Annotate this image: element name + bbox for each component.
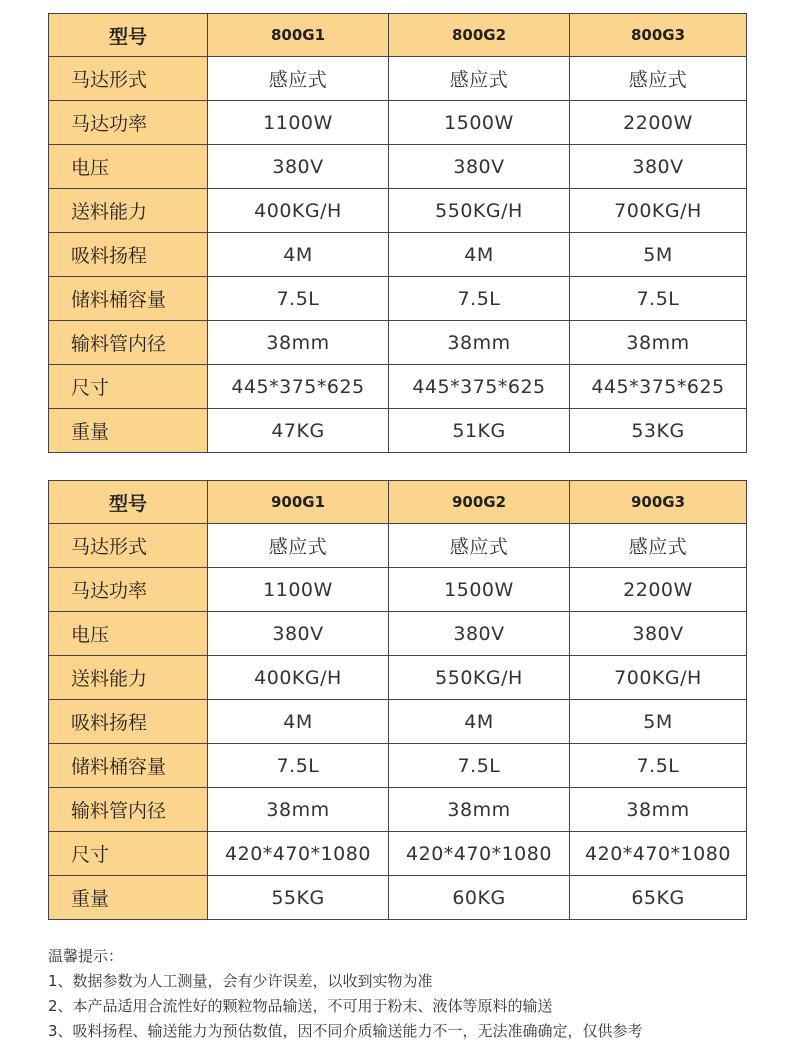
header-row	[49, 14, 747, 57]
model-header: 900G2	[389, 481, 570, 524]
cell-value: 380V	[570, 612, 747, 656]
cell-value: 7.5L	[208, 744, 389, 788]
row-label: 输料管内径	[49, 321, 208, 365]
cell-value: 感应式	[389, 57, 570, 101]
table-row	[49, 409, 747, 453]
model-header: 800G3	[570, 14, 747, 57]
cell-value: 7.5L	[208, 277, 389, 321]
cell-value: 445*375*625	[389, 365, 570, 409]
cell-value: 1100W	[208, 101, 389, 145]
cell-value: 38mm	[570, 321, 747, 365]
table-row	[49, 101, 747, 145]
cell-value: 38mm	[570, 788, 747, 832]
cell-value: 7.5L	[389, 277, 570, 321]
cell-value: 380V	[208, 612, 389, 656]
cell-value: 400KG/H	[208, 189, 389, 233]
table-row	[49, 744, 747, 788]
cell-value: 420*470*1080	[208, 832, 389, 876]
row-label: 重量	[49, 409, 208, 453]
cell-value: 感应式	[208, 57, 389, 101]
model-label-header: 型号	[49, 481, 208, 524]
cell-value: 445*375*625	[208, 365, 389, 409]
spec-table-800	[48, 13, 747, 453]
model-label-header: 型号	[49, 14, 208, 57]
model-header: 800G1	[208, 14, 389, 57]
cell-value: 5M	[570, 233, 747, 277]
cell-value: 7.5L	[570, 744, 747, 788]
cell-value: 47KG	[208, 409, 389, 453]
spec-table-body	[49, 481, 747, 920]
row-label: 马达形式	[49, 524, 208, 568]
row-label: 储料桶容量	[49, 277, 208, 321]
row-label: 吸料扬程	[49, 233, 208, 277]
cell-value: 380V	[570, 145, 747, 189]
table-row	[49, 145, 747, 189]
cell-value: 2200W	[570, 568, 747, 612]
row-label: 电压	[49, 145, 208, 189]
tip-item-2: 2、本产品适用合流性好的颗粒物品输送，不可用于粉末、液体等原料的输送	[48, 997, 553, 1015]
model-header: 900G3	[570, 481, 747, 524]
cell-value: 4M	[208, 700, 389, 744]
row-label: 尺寸	[49, 832, 208, 876]
table-row	[49, 277, 747, 321]
table-row	[49, 57, 747, 101]
cell-value: 700KG/H	[570, 656, 747, 700]
row-label: 输料管内径	[49, 788, 208, 832]
table-row	[49, 700, 747, 744]
cell-value: 7.5L	[389, 744, 570, 788]
model-header: 800G2	[389, 14, 570, 57]
table-row	[49, 568, 747, 612]
row-label: 吸料扬程	[49, 700, 208, 744]
cell-value: 7.5L	[570, 277, 747, 321]
table-row	[49, 321, 747, 365]
row-label: 电压	[49, 612, 208, 656]
row-label: 马达功率	[49, 568, 208, 612]
cell-value: 感应式	[570, 57, 747, 101]
cell-value: 51KG	[389, 409, 570, 453]
cell-value: 1500W	[389, 568, 570, 612]
table-row	[49, 788, 747, 832]
cell-value: 700KG/H	[570, 189, 747, 233]
table-row	[49, 656, 747, 700]
cell-value: 1500W	[389, 101, 570, 145]
model-header: 900G1	[208, 481, 389, 524]
cell-value: 38mm	[389, 788, 570, 832]
row-label: 送料能力	[49, 189, 208, 233]
tip-item-3: 3、吸料扬程、输送能力为预估数值，因不同介质输送能力不一，无法准确确定，仅供参考	[48, 1022, 643, 1040]
table-row	[49, 524, 747, 568]
cell-value: 420*470*1080	[570, 832, 747, 876]
table-row	[49, 612, 747, 656]
cell-value: 550KG/H	[389, 189, 570, 233]
row-label: 储料桶容量	[49, 744, 208, 788]
row-label: 送料能力	[49, 656, 208, 700]
cell-value: 400KG/H	[208, 656, 389, 700]
table-row	[49, 189, 747, 233]
row-label: 马达形式	[49, 57, 208, 101]
cell-value: 感应式	[208, 524, 389, 568]
row-label: 重量	[49, 876, 208, 920]
cell-value: 420*470*1080	[389, 832, 570, 876]
spec-table-body	[49, 14, 747, 453]
row-label: 马达功率	[49, 101, 208, 145]
tip-item-1: 1、数据参数为人工测量，会有少许误差，以收到实物为准	[48, 972, 433, 990]
cell-value: 550KG/H	[389, 656, 570, 700]
cell-value: 4M	[389, 233, 570, 277]
cell-value: 380V	[389, 612, 570, 656]
cell-value: 38mm	[208, 788, 389, 832]
cell-value: 53KG	[570, 409, 747, 453]
table-row	[49, 233, 747, 277]
table-row	[49, 365, 747, 409]
cell-value: 445*375*625	[570, 365, 747, 409]
cell-value: 60KG	[389, 876, 570, 920]
spec-table-900	[48, 480, 747, 920]
tips-section	[48, 944, 768, 1044]
cell-value: 1100W	[208, 568, 389, 612]
header-row	[49, 481, 747, 524]
tips-title: 温馨提示：	[48, 947, 124, 965]
cell-value: 65KG	[570, 876, 747, 920]
table-row	[49, 876, 747, 920]
cell-value: 380V	[389, 145, 570, 189]
cell-value: 5M	[570, 700, 747, 744]
cell-value: 4M	[208, 233, 389, 277]
cell-value: 2200W	[570, 101, 747, 145]
cell-value: 38mm	[208, 321, 389, 365]
cell-value: 4M	[389, 700, 570, 744]
cell-value: 38mm	[389, 321, 570, 365]
cell-value: 55KG	[208, 876, 389, 920]
row-label: 尺寸	[49, 365, 208, 409]
cell-value: 感应式	[389, 524, 570, 568]
cell-value: 380V	[208, 145, 389, 189]
table-row	[49, 832, 747, 876]
cell-value: 感应式	[570, 524, 747, 568]
